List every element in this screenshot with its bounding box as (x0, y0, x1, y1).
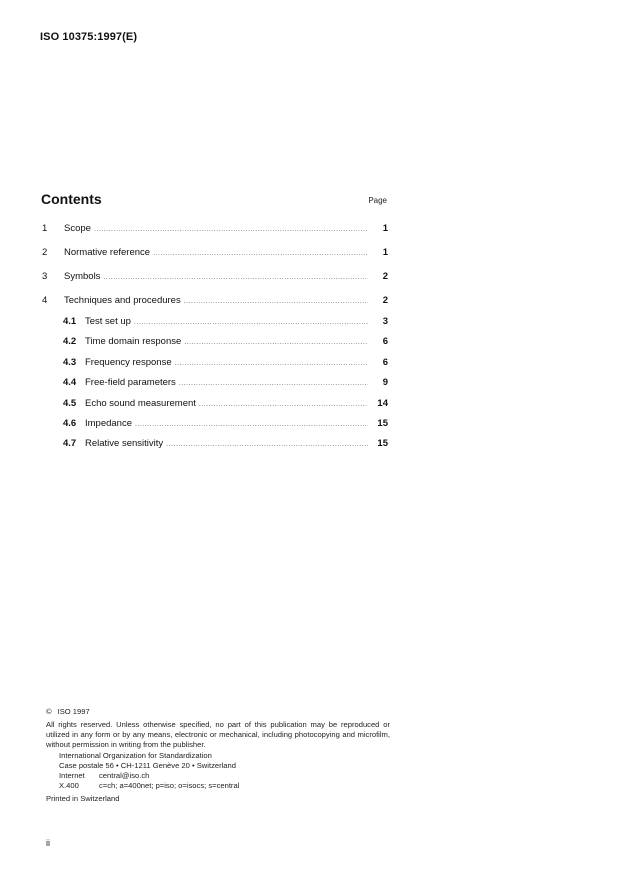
toc-entry (63, 315, 388, 328)
toc-dot-leader (94, 223, 368, 236)
toc-entry-title: Normative reference (64, 247, 151, 258)
toc-entry-title: Test set up (85, 316, 131, 327)
toc-entry-title: Time domain response (85, 336, 182, 347)
toc-entry-page: 3 (382, 316, 388, 327)
toc-entry-title: Techniques and procedures (64, 295, 181, 306)
toc-entry (42, 294, 388, 307)
toc-entry-number: 4.6 (63, 418, 77, 429)
toc-entry (42, 246, 388, 259)
toc-entry-page: 14 (377, 398, 388, 409)
toc-entry-page: 2 (382, 271, 388, 282)
toc-entry-page: 6 (382, 357, 388, 368)
toc-dot-leader (175, 357, 368, 370)
toc-dot-leader (184, 336, 368, 349)
copyright-symbol: © (46, 707, 52, 716)
toc-entry-title: Relative sensitivity (85, 438, 164, 449)
copyright-year: ISO 1997 (57, 707, 90, 716)
toc-entry-number: 3 (42, 271, 48, 282)
x400-label: X.400 (59, 781, 79, 790)
toc-entry-number: 4.3 (63, 357, 77, 368)
toc-entry-number: 2 (42, 247, 48, 258)
toc-entry-title: Scope (64, 223, 91, 234)
rights-statement: All rights reserved. Unless otherwise specified, no part of this publication may be reproduced or utilized in any form or by any means, electronic or mechanical, including photocopying and microfilm, without permission in writing from the publisher. (46, 720, 390, 749)
toc-entry (42, 222, 388, 235)
toc-entry-number: 4.2 (63, 336, 77, 347)
toc-entry-page: 9 (382, 377, 388, 388)
toc-entry-page: 1 (382, 247, 388, 258)
toc-entry (63, 335, 388, 348)
toc-dot-leader (153, 247, 368, 260)
toc-entry-number: 4 (42, 295, 48, 306)
toc-entry (63, 397, 388, 410)
toc-dot-leader (166, 438, 368, 451)
toc-dot-leader (134, 316, 368, 329)
toc-entry (42, 270, 388, 283)
toc-entry-page: 2 (382, 295, 388, 306)
toc-entry-number: 4.5 (63, 398, 77, 409)
toc-dot-leader (184, 295, 368, 308)
toc-dot-leader (179, 377, 368, 390)
toc-entry-number: 4.1 (63, 316, 77, 327)
toc-dot-leader (199, 398, 368, 411)
toc-entry-title: Symbols (64, 271, 101, 282)
x400-row (59, 781, 390, 791)
page-number: ii (46, 838, 50, 848)
copyright-block (46, 707, 390, 804)
printed-in: Printed in Switzerland (46, 794, 120, 803)
toc-entry-page: 15 (377, 438, 388, 449)
copyright-line (46, 707, 390, 717)
toc-entry (63, 376, 388, 389)
toc-entry-number: 4.7 (63, 438, 77, 449)
contents-heading: Contents (41, 191, 102, 207)
postal-address: Case postale 56 • CH-1211 Genève 20 • Switzerland (59, 761, 236, 770)
internet-value: central@iso.ch (99, 771, 150, 780)
toc-entry-number: 1 (42, 223, 48, 234)
toc-entry-page: 15 (377, 418, 388, 429)
organization-name: International Organization for Standardization (59, 751, 212, 760)
internet-label: Internet (59, 771, 85, 780)
publisher-address (59, 751, 390, 791)
toc-entry-title: Frequency response (85, 357, 172, 368)
toc-entry-title: Free-field parameters (85, 377, 176, 388)
toc-entry-page: 6 (382, 336, 388, 347)
page-column-label: Page (368, 196, 387, 205)
toc-entry (63, 437, 388, 450)
document-id: ISO 10375:1997(E) (40, 31, 138, 43)
toc-dot-leader (135, 418, 368, 431)
toc-entry (63, 417, 388, 430)
internet-row (59, 771, 390, 781)
toc-entry-number: 4.4 (63, 377, 77, 388)
toc-entry (63, 356, 388, 369)
toc-entry-page: 1 (382, 223, 388, 234)
x400-value: c=ch; a=400net; p=iso; o=isocs; s=central (99, 781, 240, 790)
toc-entry-title: Echo sound measurement (85, 398, 196, 409)
toc-entry-title: Impedance (85, 418, 133, 429)
toc-dot-leader (103, 271, 368, 284)
